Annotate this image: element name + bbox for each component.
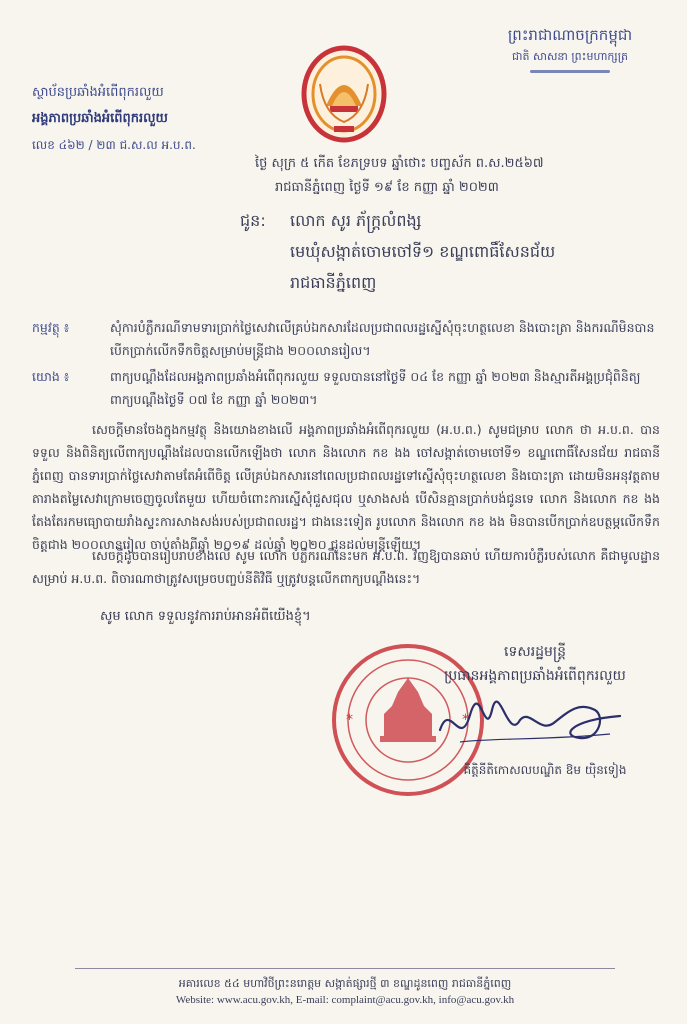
addressee-block xyxy=(240,205,660,298)
subject-row xyxy=(32,316,657,362)
closing-line: សូម លោក ទទួលនូវការរាប់អានអំពីយើងខ្ញុំ។ xyxy=(100,609,311,624)
footer-address: អគារលេខ ៥៤ មហាវិថីព្រះនរោត្តម សង្កាត់ផ្សារថ្មី ៣ ខណ្ឌដូនពេញ រាជធានីភ្នំពេញ xyxy=(178,977,512,990)
handwritten-signature xyxy=(430,680,630,760)
kingdom-title: ព្រះរាជាណាចក្រកម្ពុជា xyxy=(507,26,633,44)
issuer-parent: ស្ថាប័នប្រឆាំងអំពើពុករលួយ xyxy=(32,85,164,100)
body-paragraph-2: សេចក្តីដូចបានរៀបរាប់ខាងលើ សូម លោក បំភ្លឺករណីនេះមក អ.ប.ព. វិញឱ្យបានឆាប់ ហើយការបំភ្លឺរបស់លោក គឺជាមូលដ្ឋានសម្រាប់ អ.ប.ព. ពិចារណាថាត្រូវសម្រេចបញ្ចប់នីតិវិធី ឬត្រូវបន្តលើកពាក្យបណ្តឹងនេះ។ xyxy=(32,548,660,586)
reference-label: យោង ៖ xyxy=(32,369,70,384)
reference-text: ពាក្យបណ្តឹងដែលអង្គភាពប្រឆាំងអំពើពុករលួយ ទទួលបាននៅថ្ងៃទី ០៤ ខែ កញ្ញា ឆ្នាំ ២០២៣ និងស្មារតីអង្គប្រជុំពិនិត្យពាក្យបណ្តឹងថ្ងៃទី ០៧ ខែ កញ្ញា ឆ្នាំ ២០២៣។ xyxy=(110,369,641,407)
addressee-name: លោក សូរ ភ័ក្រ្តលំពង្ស xyxy=(290,211,422,230)
signatory-name: គិត្តិនីតិកោសលបណ្ឌិត ឱម យ៉ិនទៀង xyxy=(463,763,627,777)
footer-contact: Website: www.acu.gov.kh, E-mail: complaint@acu.gov.kh, info@acu.gov.kh xyxy=(175,994,515,1006)
subject-text: សុំការបំភ្លឺករណីទាមទារប្រាក់ថ្លៃសេវាលើគ្រប់ឯកសារដែលប្រជាពលរដ្ឋស្នើសុំចុះហត្ថលេខា និងបោះត្រា និងករណីមិនបានបើកប្រាក់លើកទឹកចិត្តសម្រាប់មន្ត្រីជាង ២០០លានរៀល។ xyxy=(110,320,655,358)
addressee-title: មេឃុំសង្កាត់ចោមចៅទី១ ខណ្ឌពោធិ៍សែនជ័យ xyxy=(290,242,556,261)
kingdom-motto: ជាតិ សាសនា ព្រះមហាក្សត្រ xyxy=(512,50,628,63)
svg-text:*: * xyxy=(346,712,353,728)
subject-label: កម្មវត្ថុ ៖ xyxy=(32,320,70,335)
kingdom-header xyxy=(475,24,665,73)
footer-divider xyxy=(75,968,615,969)
issuer-block xyxy=(32,80,252,158)
acu-emblem-logo xyxy=(300,44,388,154)
svg-text:*: * xyxy=(462,712,469,728)
issuer-authority: អង្គភាពប្រឆាំងអំពើពុករលួយ xyxy=(32,111,168,126)
issuer-reference: លេខ ៤៦២ / ២៣ ជ.ស.ល អ.ប.ព. xyxy=(32,138,196,152)
motto-ornament xyxy=(530,70,610,73)
addressee-location: រាជធានីភ្នំពេញ xyxy=(290,273,377,292)
lunar-date: ថ្ងៃ សុក្រ ៥ កើត ខែភទ្របទ ឆ្នាំថោះ បញ្ចស័ក ព.ស.២៥៦៧ xyxy=(255,156,544,171)
signatory-title: ទេសរដ្ឋមន្ត្រី xyxy=(504,644,566,660)
body-paragraph-1: សេចក្តីមានចែងក្នុងកម្មវត្ថុ និងយោងខាងលើ អង្គភាពប្រឆាំងអំពើពុករលួយ (អ.ប.ព.) សូមជម្រាប លោក ថា អ.ប.ព. បានទទួល និងពិនិត្យលើពាក្យបណ្តឹងដែលបានលើកឡើងថា លោក និងលោក កខ ងង ចៅសង្កាត់ចោមចៅទី១ ខណ្ឌពោធិ៍សែនជ័យ រាជធានីភ្នំពេញ បានទារប្រាក់ថ្លៃសេវាតាមតែអំពើចិត្ត លើគ្រប់ឯកសារនៅពេលប្រជាពលរដ្ឋទៅស្នើសុំចុះហត្ថលេខា និងបោះត្រា ដោយមិនអនុវត្តតាមតារាងតម្លៃសេវាក្រោមចេញចូលតែមួយ ហើយចំពោះការស្នើសុំជួសជុល ឬសាងសង់ បើសិនគ្មានប្រាក់បង់ជូនទេ លោក និងលោក កខ ងង តែងតែរកមធ្យោបាយរាំងស្ទះការសាងសង់របស់ប្រជាពលរដ្ឋ។ ជាងនេះទៀត រូបលោក និងលោក កខ ងង មិនបានបើកប្រាក់ឧបត្ថម្ភលើកទឹកចិត្តជាង ២០០លានរៀល ចាប់តាំងពីឆ្នាំ ២០១៩ ដល់ឆ្នាំ ២០២០ ជូនដល់មន្ត្រីឡើយ។ xyxy=(32,422,660,552)
date-block xyxy=(255,152,665,200)
reference-row xyxy=(32,365,657,411)
addressee-label: ជូន: xyxy=(240,211,266,230)
solar-date: រាជធានីភ្នំពេញ ថ្ងៃទី ១៩ ខែ កញ្ញា ឆ្នាំ ២០២៣ xyxy=(275,180,499,195)
signatory-office: ប្រធានអង្គភាពប្រឆាំងអំពើពុករលួយ xyxy=(444,668,626,684)
footer xyxy=(60,975,630,1009)
